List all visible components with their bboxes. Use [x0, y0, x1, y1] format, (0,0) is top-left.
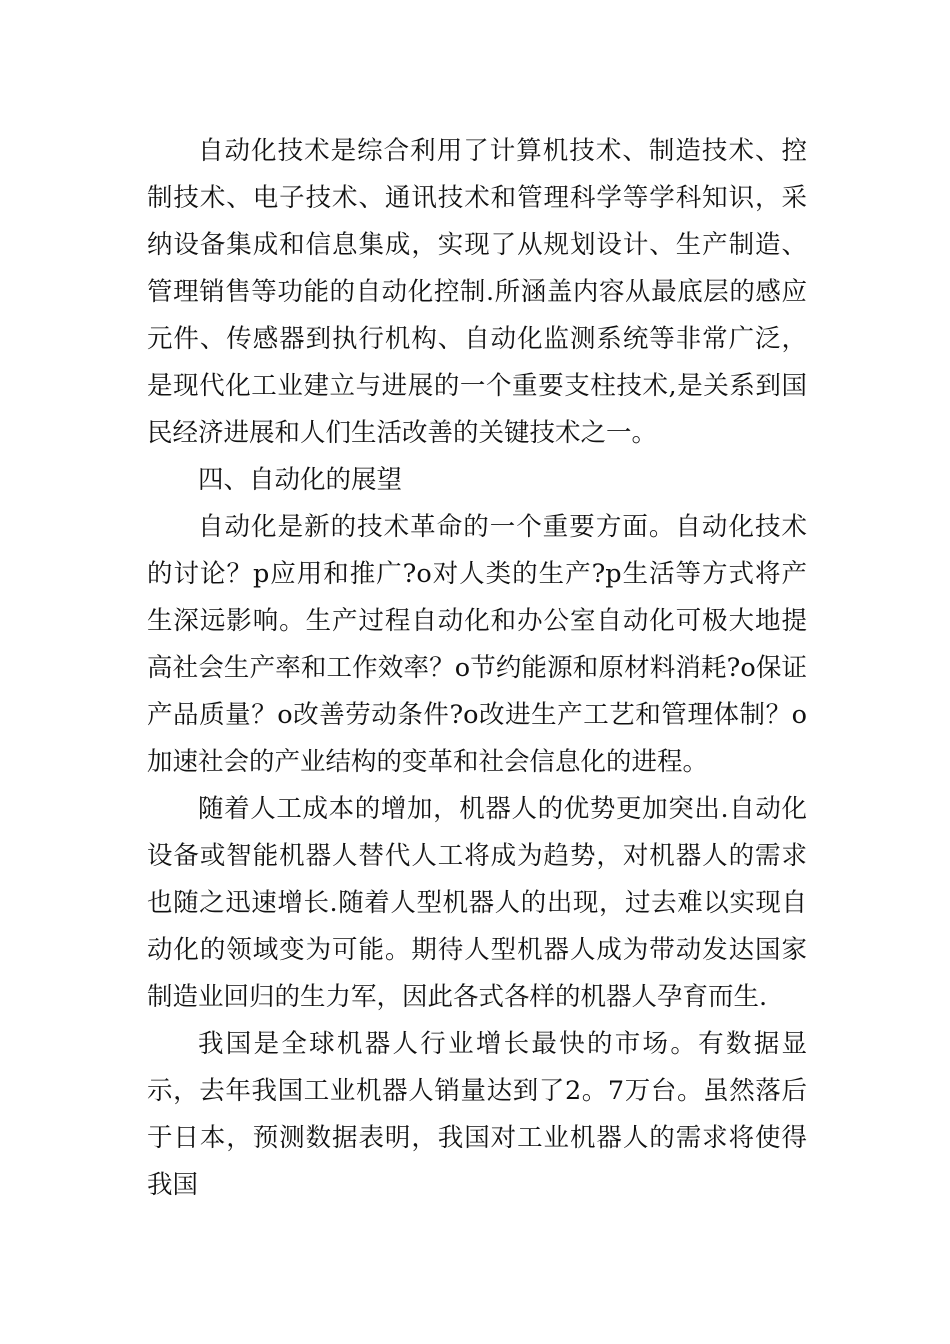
document-body	[147, 128, 807, 1209]
paragraph-robot-advantage: 随着人工成本的增加，机器人的优势更加突出.自动化设备或智能机器人替代人工将成为趋势，对机器人的需求也随之迅速增长.随着人型机器人的出现，过去难以实现自动化的领域变为可能。期待人型机器人成为带动发达国家制造业回归的生力军，因此各式各样的机器人孕育而生.	[147, 794, 807, 1012]
paragraph-automation-revolution: 自动化是新的技术革命的一个重要方面。自动化技术的讨论？p应用和推广?o对人类的生产?p生活等方式将产生深远影响。生产过程自动化和办公室自动化可极大地提高社会生产率和工作效率？o节约能源和原材料消耗?o保证产品质量？o改善劳动条件?o改进生产工艺和管理体制？o加速社会的产业结构的变革和社会信息化的进程。	[147, 512, 807, 777]
section-heading-outlook: 四、自动化的展望	[198, 465, 403, 495]
paragraph-automation-definition: 自动化技术是综合利用了计算机技术、制造技术、控制技术、电子技术、通讯技术和管理科学等学科知识，采纳设备集成和信息集成，实现了从规划设计、生产制造、管理销售等功能的自动化控制.所涵盖内容从最底层的感应元件、传感器到执行机构、自动化监测系统等非常广泛，是现代化工业建立与进展的一个重要支柱技术,是关系到国民经济进展和人们生活改善的关键技术之一。	[147, 136, 807, 448]
paragraph-china-robot-market: 我国是全球机器人行业增长最快的市场。有数据显示，去年我国工业机器人销量达到了2。7万台。虽然落后于日本，预测数据表明，我国对工业机器人的需求将使得我国	[147, 1029, 807, 1200]
